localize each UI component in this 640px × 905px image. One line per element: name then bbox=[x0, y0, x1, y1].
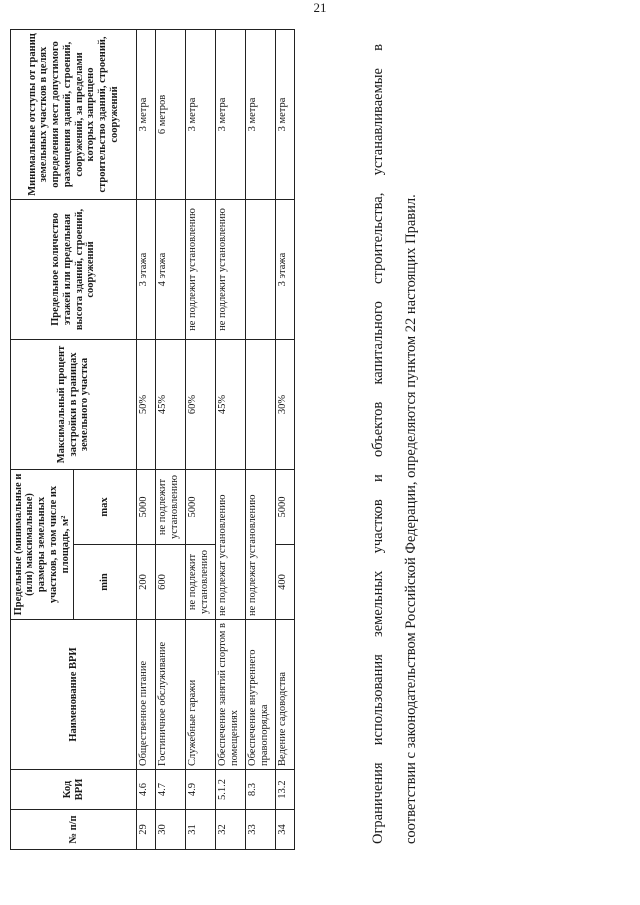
footnote bbox=[362, 44, 428, 844]
cell-num: 31 bbox=[186, 810, 216, 850]
cell-percent bbox=[246, 339, 276, 469]
cell-percent: 60% bbox=[186, 339, 216, 469]
cell-floors: 3 этажа bbox=[276, 199, 295, 339]
cell-name: Ведение садоводства bbox=[276, 620, 295, 770]
header-sizes: Предельные (минимальные и (или) максимальные) размеры земельных участков, в том числе их площадь, м² bbox=[11, 469, 74, 619]
page-number: 21 bbox=[313, 0, 327, 15]
cell-sizes-merged: не подлежат установлению bbox=[246, 469, 276, 619]
cell-code: 5.1.2 bbox=[216, 770, 246, 810]
header-num: № п/п bbox=[11, 810, 137, 850]
cell-name: Обеспечение занятий спортом в помещениях bbox=[216, 620, 246, 770]
cell-num: 30 bbox=[156, 810, 186, 850]
vri-table bbox=[10, 29, 295, 850]
cell-min: 200 bbox=[137, 545, 156, 620]
cell-floors: не подлежит установлению bbox=[186, 199, 216, 339]
header-code: Код ВРИ bbox=[11, 770, 137, 810]
cell-max: 5000 bbox=[137, 469, 156, 544]
cell-floors: не подлежит установлению bbox=[216, 199, 246, 339]
cell-floors: 4 этажа bbox=[156, 199, 186, 339]
table-row bbox=[137, 29, 156, 849]
cell-code: 4.9 bbox=[186, 770, 216, 810]
cell-min: 400 bbox=[276, 545, 295, 620]
cell-setback: 3 метра bbox=[216, 29, 246, 199]
table-row bbox=[156, 29, 186, 849]
cell-setback: 3 метра bbox=[186, 29, 216, 199]
cell-max: не подлежит установлению bbox=[156, 469, 186, 544]
cell-min: не подлежит установлению bbox=[186, 545, 216, 620]
cell-max: 5000 bbox=[276, 469, 295, 544]
header-min: min bbox=[74, 545, 137, 620]
cell-name: Общественное питание bbox=[137, 620, 156, 770]
cell-sizes-merged: не подлежат установлению bbox=[216, 469, 246, 619]
cell-setback: 3 метра bbox=[246, 29, 276, 199]
footnote-line-1: Ограничения использования земельных участков и объектов капитального строительства, устанавливаемые в bbox=[370, 44, 386, 844]
header-percent: Максимальный процент застройки в границах земельного участка bbox=[11, 339, 137, 469]
table-row bbox=[246, 29, 276, 849]
footnote-line-2: соответствии с законодательством Российской Федерации, определяются пунктом 22 настоящих Правил. bbox=[403, 194, 419, 844]
cell-floors bbox=[246, 199, 276, 339]
header-name: Наименование ВРИ bbox=[11, 620, 137, 770]
cell-max: 5000 bbox=[186, 469, 216, 544]
cell-code: 4.7 bbox=[156, 770, 186, 810]
rotated-landscape-content bbox=[8, 20, 478, 880]
header-max: max bbox=[74, 469, 137, 544]
table-row bbox=[186, 29, 216, 849]
cell-percent: 45% bbox=[216, 339, 246, 469]
cell-percent: 30% bbox=[276, 339, 295, 469]
cell-code: 8.3 bbox=[246, 770, 276, 810]
cell-percent: 50% bbox=[137, 339, 156, 469]
cell-name: Служебные гаражи bbox=[186, 620, 216, 770]
cell-setback: 3 метра bbox=[137, 29, 156, 199]
table-row bbox=[216, 29, 246, 849]
cell-setback: 6 метров bbox=[156, 29, 186, 199]
cell-min: 600 bbox=[156, 545, 186, 620]
cell-percent: 45% bbox=[156, 339, 186, 469]
cell-num: 29 bbox=[137, 810, 156, 850]
header-floors: Предельное количество этажей или предельная высота зданий, строений, сооружений bbox=[11, 199, 137, 339]
cell-num: 34 bbox=[276, 810, 295, 850]
cell-code: 4.6 bbox=[137, 770, 156, 810]
cell-name: Гостиничное обслуживание bbox=[156, 620, 186, 770]
table-row bbox=[276, 29, 295, 849]
header-setback: Минимальные отступы от границ земельных участков в целях определения мест допустимого размещения зданий, строений, сооружений, за пределами которых запрещено строительство зданий, строений, сооружений bbox=[11, 29, 137, 199]
cell-setback: 3 метра bbox=[276, 29, 295, 199]
cell-floors: 3 этажа bbox=[137, 199, 156, 339]
cell-name: Обеспечение внутреннего правопорядка bbox=[246, 620, 276, 770]
cell-num: 33 bbox=[246, 810, 276, 850]
cell-code: 13.2 bbox=[276, 770, 295, 810]
cell-num: 32 bbox=[216, 810, 246, 850]
